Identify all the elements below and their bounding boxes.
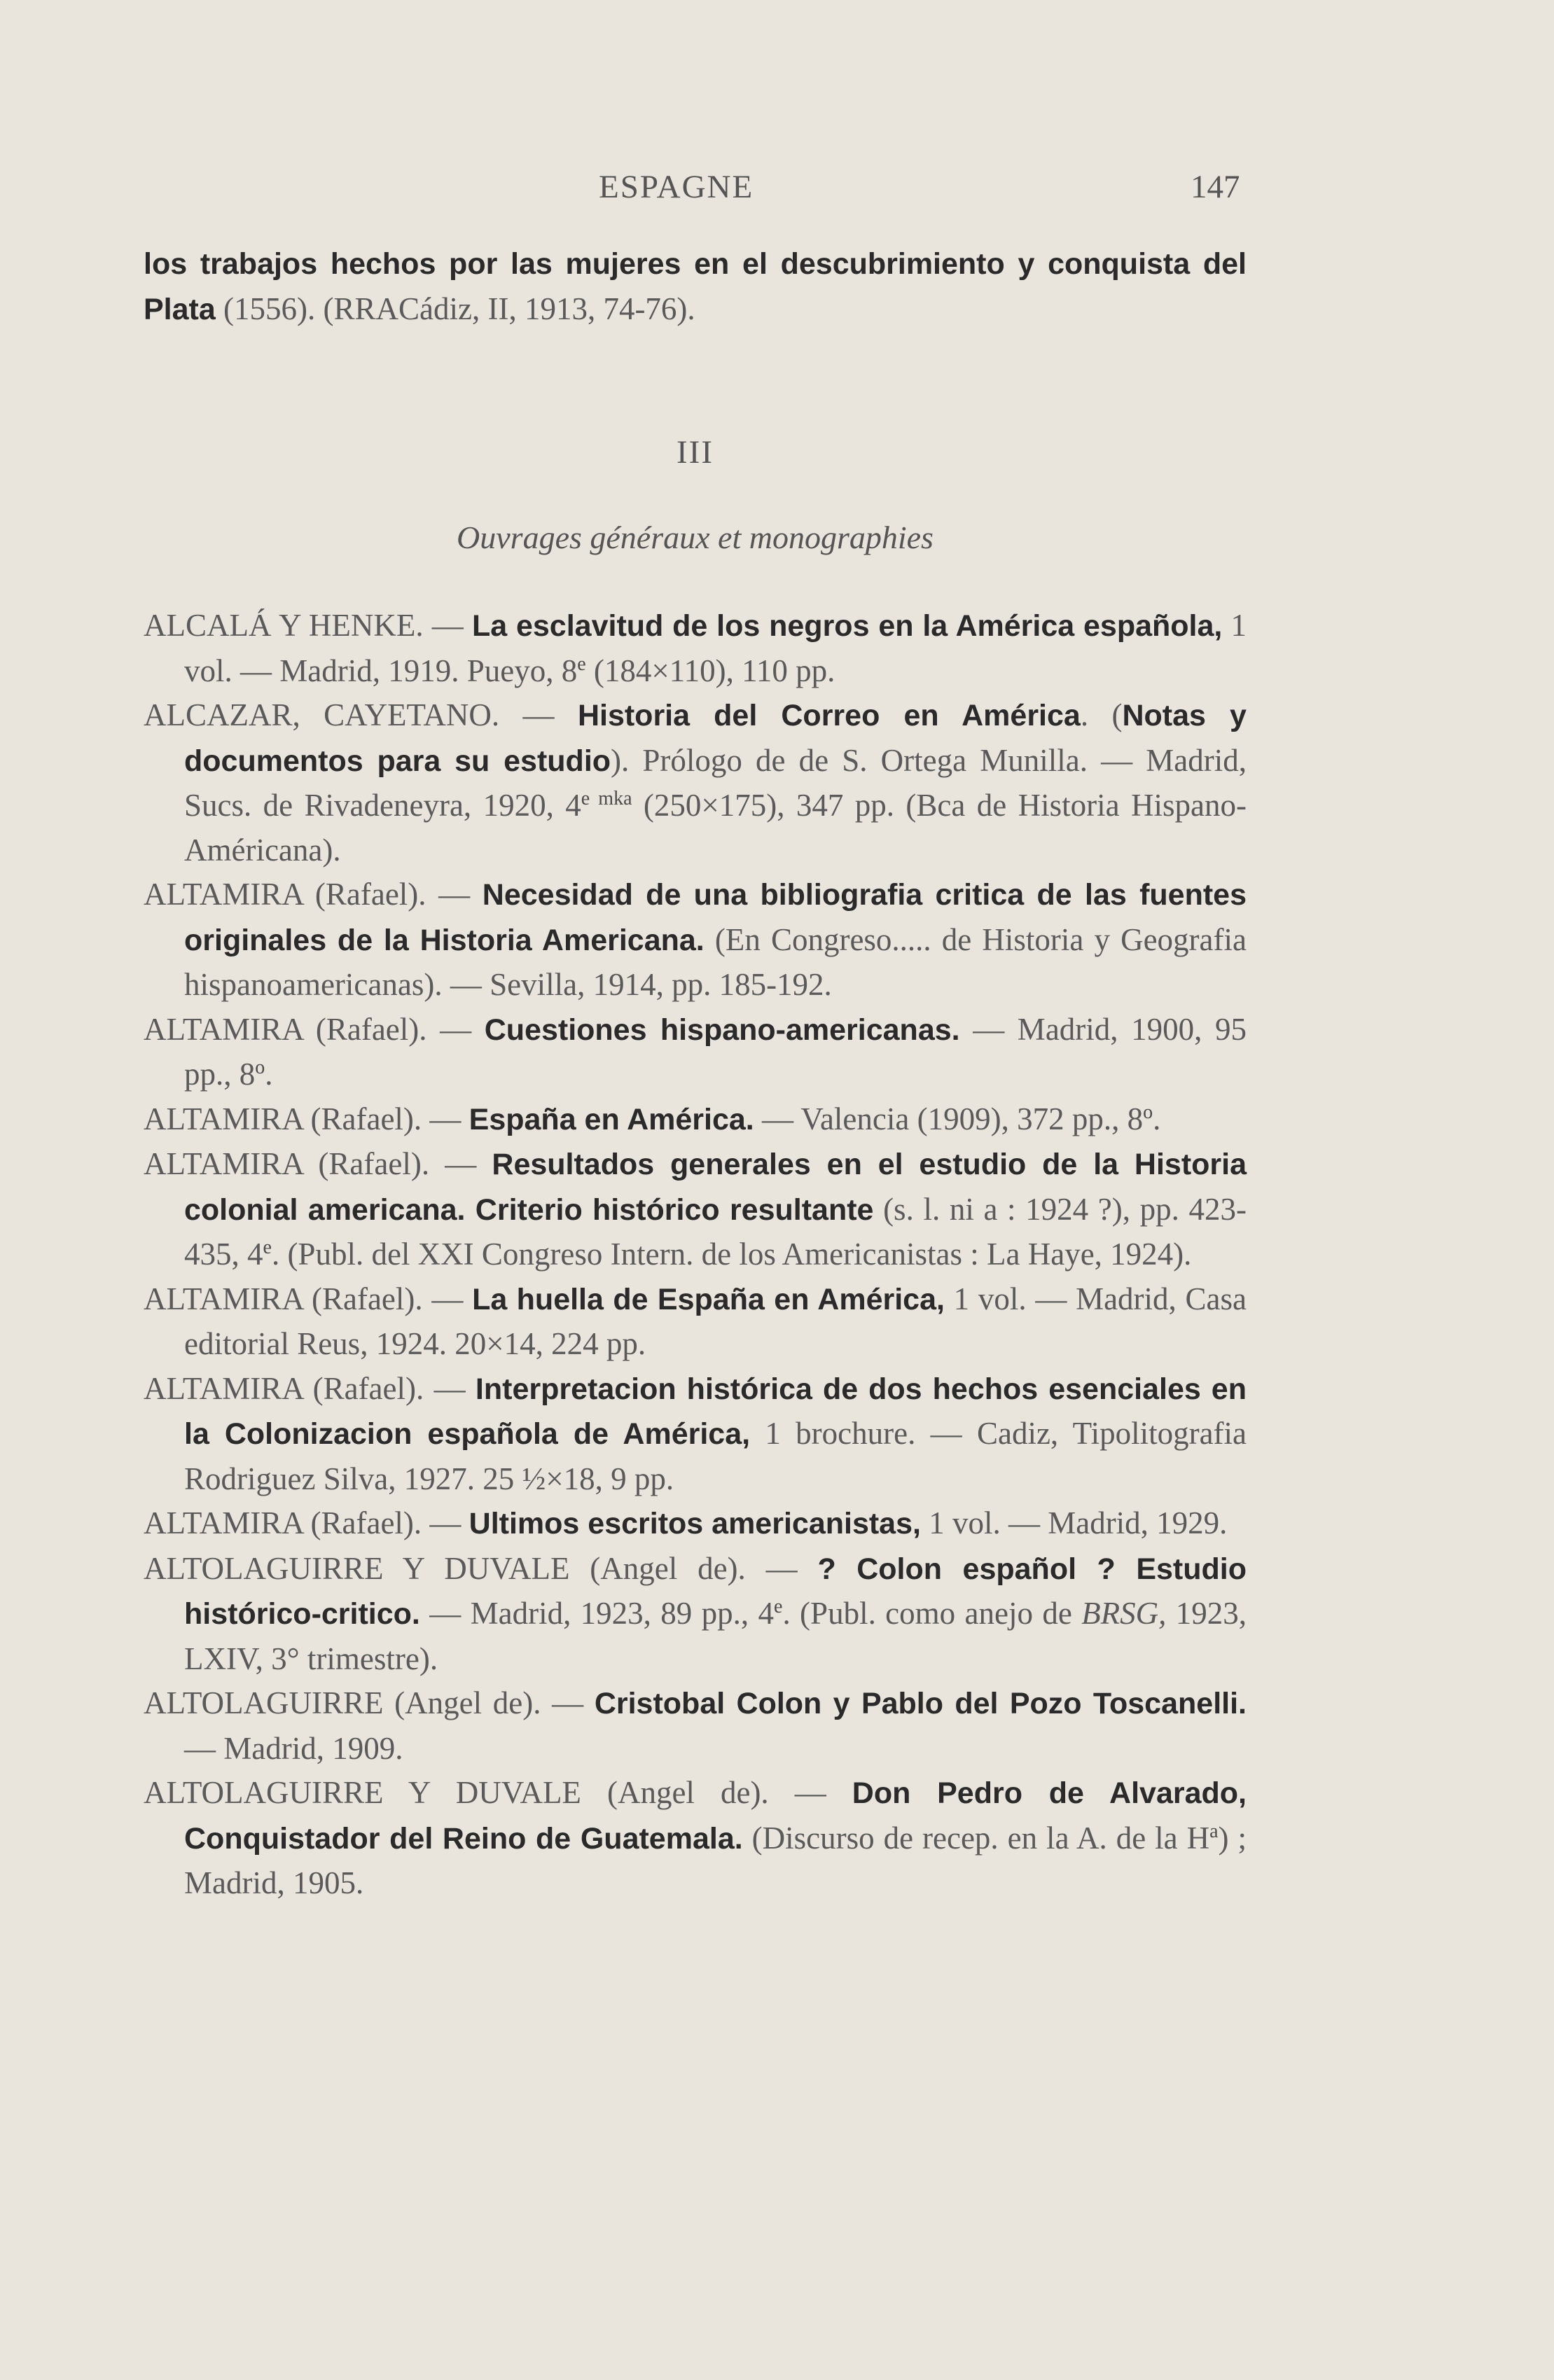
entry-title: España en América. <box>469 1102 754 1136</box>
entry-author: ALTAMIRA (Rafael). — <box>144 877 483 912</box>
entry-title: ? Colon español ? Estudio histórico-critico. <box>184 1552 1247 1631</box>
entry-title: Resultados generales en el estudio de la Historia colonial americana. Criterio histórico resultante <box>184 1148 1247 1227</box>
entry-details: — Madrid, 1900, 95 pp., 8 <box>184 1011 1247 1092</box>
entry-title: Cristobal Colon y Pablo del Pozo Toscanelli. <box>594 1687 1247 1720</box>
intro-paragraph <box>144 242 1247 332</box>
entry-details: . <box>265 1057 273 1092</box>
entry-altamira-7 <box>144 1501 1247 1547</box>
entry-altamira-4 <box>144 1142 1247 1277</box>
entry-author: ALCAZAR, CAYETANO. — <box>144 697 578 732</box>
entry-author: ALTAMIRA (Rafael). — <box>144 1101 469 1136</box>
entry-altamira-3 <box>144 1097 1247 1143</box>
section-title: Ouvrages généraux et monographies <box>457 520 934 555</box>
entry-details: . (Publ. del XXI Congreso Intern. de los Americanistas : La Haye, 1924). <box>271 1237 1192 1272</box>
entry-sup: o <box>1143 1101 1153 1123</box>
entry-details: . (Publ. como anejo de <box>782 1596 1082 1631</box>
entry-sup: a <box>1209 1820 1219 1842</box>
entry-title: Necesidad de una bibliografia critica de las fuentes originales de la Historia Americana. <box>184 878 1247 957</box>
intro-tail: (1556). (RRACádiz, II, 1913, 74-76). <box>215 291 695 326</box>
entry-author: ALTAMIRA (Rafael). — <box>144 1370 476 1406</box>
entry-subtitle: Notas y documentos para su estudio <box>184 699 1247 778</box>
entry-sup: o <box>255 1057 265 1078</box>
entry-details: (250×175), 347 pp. (Bca de Historia Hispano-Américana). <box>184 788 1247 868</box>
entry-altamira-2 <box>144 1008 1247 1097</box>
entry-author: ALTAMIRA (Rafael). — <box>144 1146 492 1181</box>
entry-title: Ultimos escritos americanistas, <box>469 1507 921 1540</box>
entry-title: Historia del Correo en América <box>577 699 1081 732</box>
entry-title: La esclavitud de los negros en la América española, <box>471 609 1223 643</box>
entry-title: La huella de España en América, <box>472 1282 945 1316</box>
entry-author: ALTOLAGUIRRE Y DUVALE (Angel de). — <box>144 1775 852 1810</box>
page-header <box>0 168 1554 210</box>
section-number: III <box>677 434 714 471</box>
page-number: 147 <box>1191 169 1240 205</box>
entry-author: ALCALÁ Y HENKE. — <box>144 608 472 643</box>
running-title: ESPAGNE <box>599 169 754 205</box>
entry-author: ALTAMIRA (Rafael). — <box>144 1011 485 1047</box>
entry-details: (En Congreso..... de Historia y Geografia hispanoamericanas). — Sevilla, 1914, pp. 185-192. <box>184 921 1247 1002</box>
entry-title: Cuestiones hispano-americanas. <box>484 1012 960 1047</box>
page-body <box>144 242 1247 1906</box>
entry-altamira-1 <box>144 872 1247 1008</box>
entry-author: ALTOLAGUIRRE (Angel de). — <box>144 1685 595 1720</box>
entry-details: (184×110), 110 pp. <box>585 653 835 688</box>
entry-alcala <box>144 604 1247 693</box>
entry-altolaguirre-1 <box>144 1547 1247 1682</box>
entry-sup: e <box>263 1237 272 1258</box>
entry-details: 1 vol. — Madrid, 1919. Pueyo, 8 <box>184 608 1247 688</box>
entry-sup: e mka <box>581 788 632 809</box>
entry-author: ALTAMIRA (Rafael). — <box>144 1505 469 1540</box>
entry-details: . ( <box>1080 697 1123 732</box>
entry-author: ALTOLAGUIRRE Y DUVALE (Angel de). — <box>144 1550 818 1586</box>
entry-altolaguirre-3 <box>144 1771 1247 1906</box>
entry-sup: e <box>577 653 586 675</box>
entry-details: . <box>1153 1101 1161 1136</box>
entry-alcazar <box>144 693 1247 872</box>
entry-details: (Discurso de recep. en la A. de la H <box>742 1820 1210 1856</box>
entry-details: (s. l. ni a : 1924 ?), pp. 423-435, 4 <box>184 1191 1247 1272</box>
entry-title: Interpretacion histórica de dos hechos esenciales en la Colonizacion española de América, <box>184 1372 1247 1451</box>
entry-sup: e <box>774 1596 783 1617</box>
entry-details: — Madrid, 1923, 89 pp., 4 <box>419 1596 775 1631</box>
entry-details: — Valencia (1909), 372 pp., 8 <box>754 1101 1144 1136</box>
entry-details: ) ; Madrid, 1905. <box>184 1820 1247 1900</box>
entry-altolaguirre-2 <box>144 1681 1247 1771</box>
entry-altamira-5 <box>144 1277 1247 1367</box>
entry-details: ). Prólogo de de S. Ortega Munilla. — Madrid, Sucs. de Rivadeneyra, 1920, 4 <box>184 742 1247 823</box>
entry-altamira-6 <box>144 1367 1247 1502</box>
entry-title: Don Pedro de Alvarado, Conquistador del Reino de Guatemala. <box>184 1776 1247 1856</box>
entry-journal: BRSG, <box>1081 1596 1167 1631</box>
entry-details: 1 brochure. — Cadiz, Tipolitografia Rodriguez Silva, 1927. 25 ½×18, 9 pp. <box>184 1416 1247 1496</box>
entry-details: 1923, LXIV, 3° trimestre). <box>184 1596 1247 1676</box>
entry-details: — Madrid, 1909. <box>184 1730 403 1766</box>
entry-author: ALTAMIRA (Rafael). — <box>144 1281 473 1316</box>
entry-details: 1 vol. — Madrid, 1929. <box>920 1505 1228 1540</box>
intro-bold: los trabajos hechos por las mujeres en el descubrimiento y conquista del Plata <box>144 247 1247 326</box>
entry-details: 1 vol. — Madrid, Casa editorial Reus, 1924. 20×14, 224 pp. <box>184 1281 1247 1361</box>
